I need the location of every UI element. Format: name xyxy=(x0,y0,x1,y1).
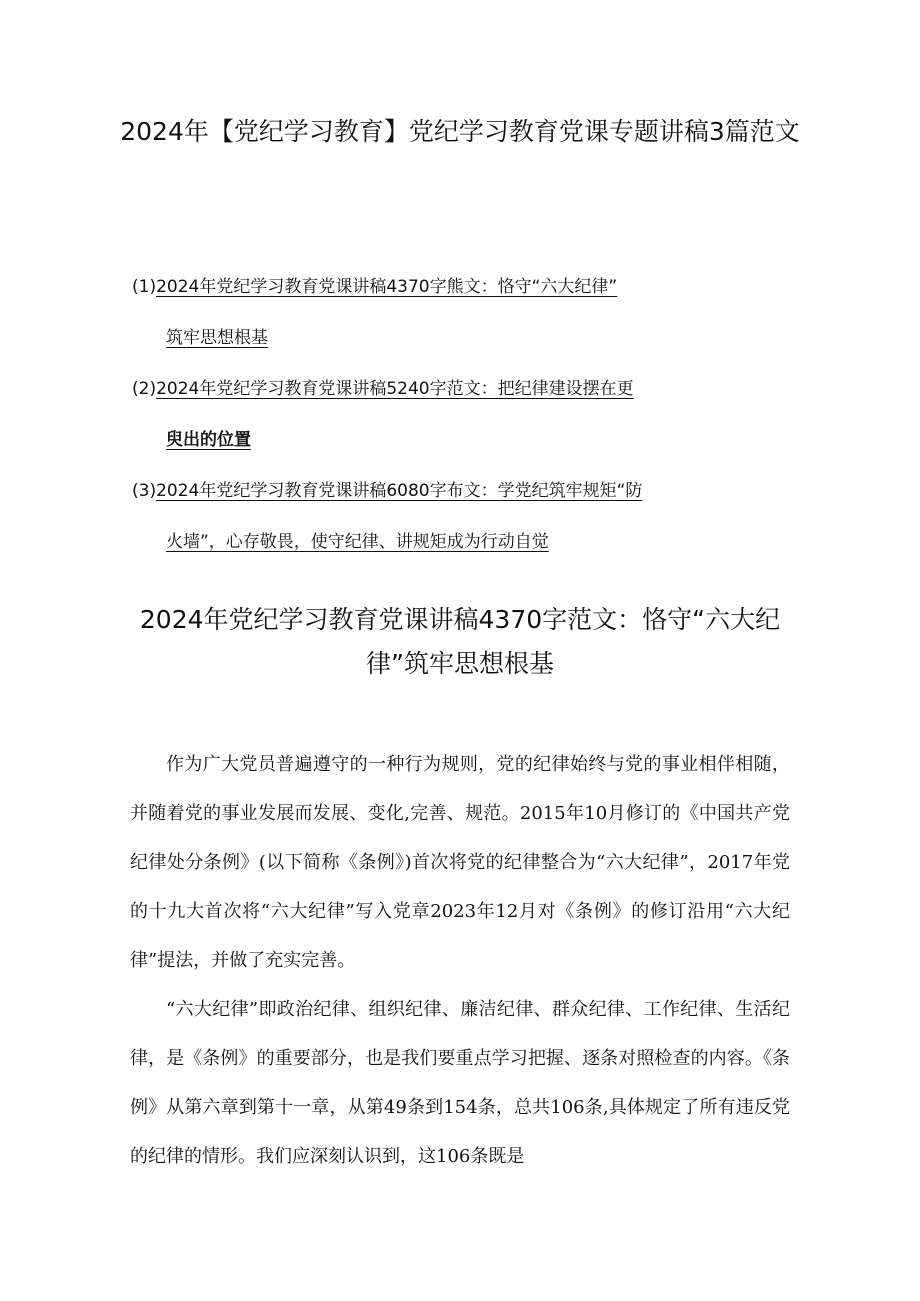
toc-entry-2[interactable] xyxy=(132,364,752,466)
toc-link-line1[interactable]: 2024年党纪学习教育党课讲稿4370字熊文：恪守“六大纪律” xyxy=(156,277,618,297)
toc-link-line2[interactable]: 火墙”，心存敬畏，使守纪律、讲规矩成为行动自觉 xyxy=(166,532,549,552)
document-title: 2024年【党纪学习教育】党纪学习教育党课专题讲稿3篇范文 xyxy=(120,117,800,146)
table-of-contents xyxy=(132,262,752,568)
toc-entry-line xyxy=(132,466,752,517)
toc-entry-line xyxy=(132,517,752,568)
toc-number: (3) xyxy=(132,481,157,501)
toc-number: (2) xyxy=(132,379,157,399)
toc-entry-line xyxy=(132,415,752,466)
toc-link-line1[interactable]: 2024年党纪学习教育党课讲稿5240字范文：把纪律建设摆在更 xyxy=(156,379,634,399)
paragraph: “六大纪律”即政治纪律、组织纪律、廉洁纪律、群众纪律、工作纪律、生活纪律，是《条例》的重要部分，也是我们要重点学习把握、逐条对照检查的内容。《条例》从第六章到第十一章，从第49条到154条，总共106条,具体规定了所有违反党的纪律的情形。我们应深刻认识到，这106条既是 xyxy=(130,999,790,1167)
toc-number: (1) xyxy=(132,277,157,297)
toc-entry-3[interactable] xyxy=(132,466,752,568)
section-title: 2024年党纪学习教育党课讲稿4370字范文：恪守“六大纪律”筑牢思想根基 xyxy=(139,605,781,678)
toc-link-line2[interactable]: 筑牢思想根基 xyxy=(166,328,268,348)
toc-entry-line xyxy=(132,313,752,364)
toc-entry-line xyxy=(132,364,752,415)
toc-link-line2[interactable]: 臾出的位置 xyxy=(166,430,251,450)
toc-link-line1[interactable]: 2024年党纪学习教育党课讲稿6080字布文：学党纪筑牢规矩“防 xyxy=(156,481,643,501)
body-text xyxy=(130,740,790,1181)
paragraph: 作为广大党员普遍遵守的一种行为规则，党的纪律始终与党的事业相伴相随，并随着党的事业发展而发展、变化,完善、规范。2015年10月修订的《中国共产党纪律处分条例》(以下简称《条例》)首次将党的纪律整合为“六大纪律”，2017年党的十九大首次将“六大纪律”写入党章2023年12月对《条例》的修订沿用“六大纪律”提法，并做了充实完善。 xyxy=(130,754,790,971)
toc-entry-1[interactable] xyxy=(132,262,752,364)
toc-entry-line xyxy=(132,262,752,313)
